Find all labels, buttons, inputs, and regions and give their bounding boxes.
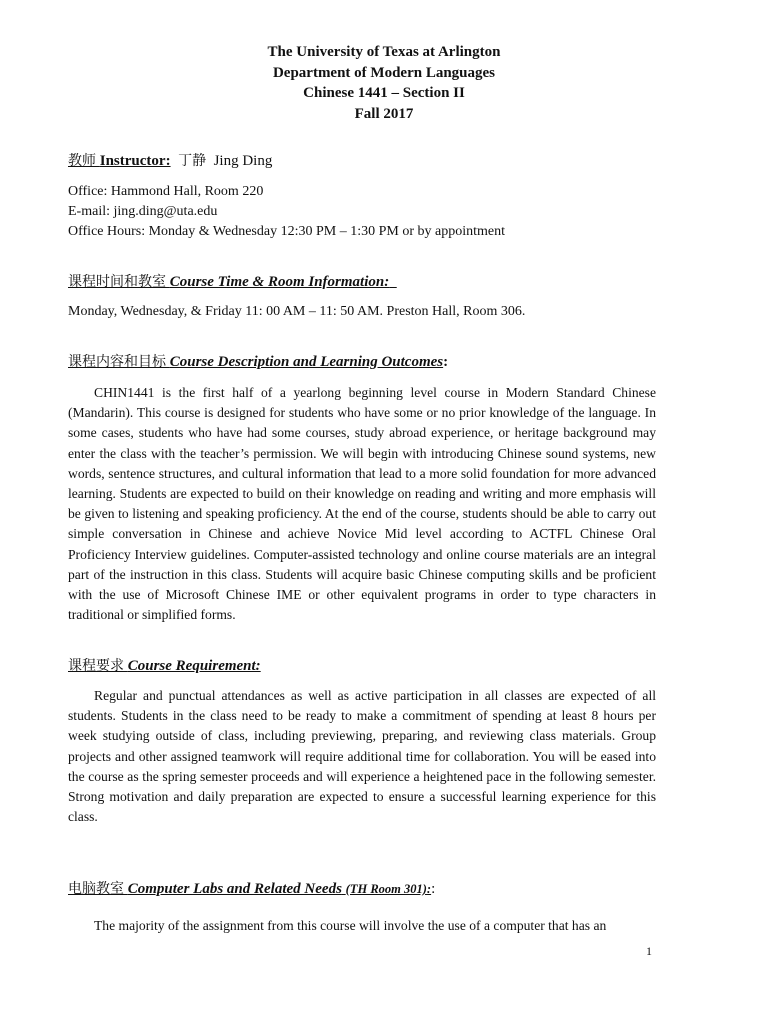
computer-labs-heading-room: (TH Room 301):: [345, 882, 432, 896]
requirement-paragraph: Regular and punctual attendances as well as active participation in all classes are expected of all students. Students in the class need to be ready to make a commitment of spending at least 8 hours per week studying outside of class, including previewing, preparing, and reviewing class materials. Group projects and other assigned teamwork will require additional time for collaboration. You will be eased into the course as the spring semester proceeds and will experience a heightened pace in the following semester. Strong motivation and daily preparation are expected to ensure a successful learning experience for this class.: [68, 688, 656, 825]
description-heading-en: Course Description and Learning Outcomes: [169, 354, 444, 370]
description-heading-cn: 课程内容和目标: [68, 354, 166, 370]
description-heading: [68, 352, 708, 372]
course-title: Chinese 1441 – Section II: [303, 85, 465, 101]
time-room-heading: [68, 272, 708, 292]
office-hours: Office Hours: Monday & Wednesday 12:30 PM – 1:30 PM or by appointment: [68, 224, 505, 239]
term: Fall 2017: [354, 105, 414, 122]
requirement-heading-cn: 课程要求: [68, 658, 124, 674]
computer-labs-heading: [68, 879, 708, 899]
instructor-label-cn: 教师: [68, 153, 96, 169]
instructor-heading: [68, 151, 708, 171]
department-name: Department of Modern Languages: [272, 64, 496, 81]
requirement-heading-en: Course Requirement:: [127, 658, 261, 674]
computer-labs-heading-en: Computer Labs and Related Needs: [127, 881, 342, 897]
description-paragraph: CHIN1441 is the first half of a yearlong beginning level course in Modern Standard Chinese (Mandarin). This course is designed for students who have some or no prior knowledge of the language. In some cases, students who have had some courses, study abroad experience, or heritage background may enter the class with the teacher’s permission. We will begin with introducing Chinese sound systems, new words, sentence structures, and cultural information that lead to a more solid foundation for more advanced learning. Students are expected to build on their knowledge on reading and writing and more emphasis will be given to listening and speaking proficiency. At the end of the course, students should be able to carry out simple conversation in Chinese and achieve Novice Mid level according to ACTFL Chinese Oral Proficiency Interview guidelines. Computer-assisted technology and online course materials are an integral part of the instruction in this class. Students will acquire basic Chinese computing skills and be proficient with the use of Microsoft Chinese IME or other equivalent programs in order to type characters in traditional or simplified forms.: [68, 385, 656, 623]
time-room-text: Monday, Wednesday, & Friday 11: 00 AM – 11: 50 AM. Preston Hall, Room 306.: [68, 304, 526, 319]
instructor-name-en: Jing Ding: [213, 153, 273, 169]
university-name: The University of Texas at Arlington: [267, 44, 501, 60]
instructor-label-en: Instructor:: [99, 153, 171, 169]
requirement-heading: [68, 656, 708, 676]
computer-labs-heading-trail: :: [431, 881, 436, 897]
computer-labs-heading-cn: 电脑教室: [68, 881, 124, 897]
office-location: Office: Hammond Hall, Room 220: [68, 184, 264, 199]
time-room-heading-cn: 课程时间和教室: [68, 274, 166, 290]
instructor-email: E-mail: jing.ding@uta.edu: [68, 204, 218, 219]
computer-labs-paragraph: The majority of the assignment from this course will involve the use of a computer that has an: [94, 918, 607, 933]
description-heading-colon: :: [443, 354, 449, 370]
instructor-name-cn: 丁静: [178, 153, 207, 169]
time-room-heading-en: Course Time & Room Information:: [169, 274, 390, 290]
document-header: [0, 42, 768, 124]
page-number: 1: [646, 944, 652, 958]
